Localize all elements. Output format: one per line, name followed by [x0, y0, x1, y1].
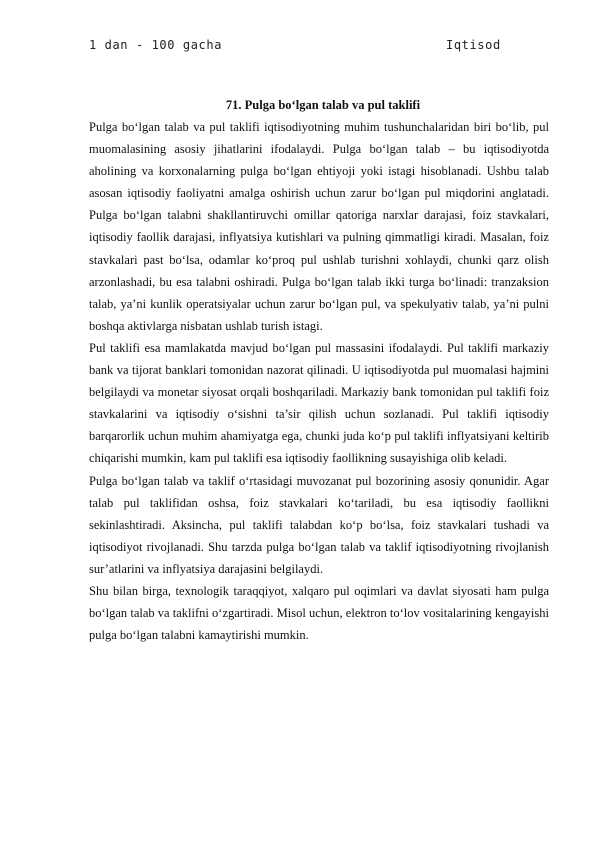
- header-subject: Iqtisod: [446, 38, 501, 52]
- paragraph-external-factors: Shu bilan birga, texnologik taraqqiyot, xalqaro pul oqimlari va davlat siyosati ham pulga bo‘lgan talab va taklifni o‘zgartiradi. Misol uchun, elektron to‘lov vositalarining kengayishi pulga bo‘lgan talabni kamaytirishi mumkin.: [89, 583, 549, 643]
- paragraph-money-demand: Pulga bo‘lgan talab va pul taklifi iqtisodiyotning muhim tushunchalaridan biri bo‘lib, pul muomalasining asosiy jihatlarini ifodalaydi. Pulga bo‘lgan talab – bu iqtisodiyotda aholining va korxonalarning pulga bo‘lgan ehtiyoji yoki istagi hisoblanadi. Ushbu talab asosan iqtisodiy faoliyatni amalga oshirish uchun zarur bo‘lgan pul miqdorini anglatadi. Pulga bo‘lgan talabni shakllantiruvchi omillar qatoriga narxlar darajasi, foiz stavkalari, iqtisodiy faollik darajasi, inflyatsiya kutishlari va pulning qimmatligi kiradi. Masalan, foiz stavkalari past bo‘lsa, odamlar ko‘proq pul ushlab turishni xohlaydi, chunki qarz olish arzonlashadi, bu esa talabni oshiradi. Pulga bo‘lgan talab ikki turga bo‘linadi: tranzaksion talab, ya’ni kunlik operatsiyalar uchun zarur bo‘lgan pul, va spekulyativ talab, ya’ni pulni boshqa aktivlarga nisbatan ushlab turish istagi.: [89, 120, 549, 333]
- paragraph-market-equilibrium: Pulga bo‘lgan talab va taklif o‘rtasidagi muvozanat pul bozorining asosiy qonunidir. Agar talab pul taklifidan oshsa, foiz stavkalari ko‘tariladi, bu esa iqtisodiy faollikni sekinlashtiradi. Aksincha, pul taklifi talabdan ko‘p bo‘lsa, foiz stavkalari tushadi va iqtisodiyot rivojlanadi. Shu tarzda pulga bo‘lgan talab va taklif iqtisodiyotning rivojlanish sur’atlarini va inflyatsiya darajasini belgilaydi.: [89, 473, 549, 576]
- document-body: [89, 94, 549, 646]
- section-title: 71. Pulga bo‘lgan talab va pul taklifi: [225, 98, 421, 112]
- header-page-range: 1 dan - 100 gacha: [89, 38, 223, 52]
- paragraph-money-supply: Pul taklifi esa mamlakatda mavjud bo‘lgan pul massasini ifodalaydi. Pul taklifi markaziy bank va tijorat banklari tomonidan nazorat qilinadi. U iqtisodiyotda pul muomalasi hajmini belgilaydi va monetar siyosat orqali boshqariladi. Markaziy bank tomonidan pul taklifi foiz stavkalarini va iqtisodiy o‘sishni ta’sir qilish uchun sozlanadi. Pul taklifi iqtisodiy barqarorlik uchun muhim ahamiyatga ega, chunki juda ko‘p pul taklifi inflyatsiyani keltirib chiqarishi mumkin, kam pul taklifi esa iqtisodiy faollikning susayishiga olib keladi.: [89, 340, 549, 466]
- page-header: [89, 38, 549, 58]
